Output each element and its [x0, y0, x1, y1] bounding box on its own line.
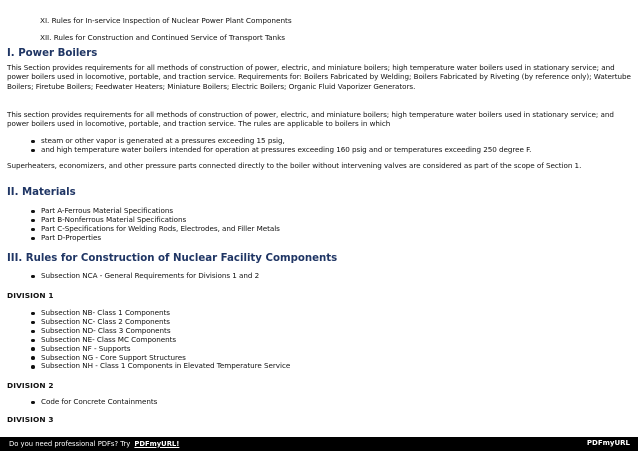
list-item: Subsection NB- Class 1 Components — [30, 309, 290, 318]
division-1-bullet-list — [30, 309, 290, 371]
materials-bullet-list — [30, 207, 280, 243]
toc-item-xii: XII. Rules for Construction and Continued Service of Transport Tanks — [40, 33, 286, 42]
list-item: Subsection NF - Supports — [30, 345, 290, 354]
list-item: Subsection NC- Class 2 Components — [30, 318, 290, 327]
power-boilers-paragraph-3: Superheaters, economizers, and other pressure parts connected directly to the boiler without intervening valves are considered as part of the scope of Section 1. — [7, 161, 582, 170]
power-boilers-paragraph-2: This section provides requirements for all methods of construction of power, electric, and miniature boilers; high temperature water boilers used in stationary service; and power boilers used in locomotive, portable, and traction service. The rules are applicable to boilers in which — [7, 110, 614, 129]
division-2-bullet-list — [30, 398, 157, 407]
power-boilers-bullet-list — [30, 137, 531, 155]
list-item: Part B-Nonferrous Material Specifications — [30, 216, 280, 225]
list-item: Subsection NE- Class MC Components — [30, 336, 290, 345]
power-boilers-paragraph-1: This Section provides requirements for all methods of construction of power, electric, and miniature boilers; high temperature water boilers used in stationary service; and power boilers used in locomotive, portable, and traction service. Requirements for: Boilers Fabricated by Welding; Boilers Fabricated by Riveting (by reference only); Watertube Boilers; Firetube Boilers; Feedwater Heaters; Miniature Boilers; Electric Boilers; Organic Fluid Vaporizer Generators. — [7, 63, 631, 91]
footer-link[interactable]: PDFmyURL! — [134, 439, 180, 448]
heading-power-boilers: I. Power Boilers — [7, 48, 98, 59]
pdfmyurl-logo[interactable]: PDFmyURL — [586, 439, 630, 447]
nuclear-intro-bullet-list — [30, 272, 259, 281]
footer-prompt-text: Do you need professional PDFs? Try — [9, 439, 131, 448]
list-item: Subsection NG - Core Support Structures — [30, 354, 290, 363]
list-item: Part A-Ferrous Material Specifications — [30, 207, 280, 216]
toc-item-xi: XI. Rules for In-service Inspection of Nuclear Power Plant Components — [40, 16, 292, 25]
list-item: Subsection NCA - General Requirements for Divisions 1 and 2 — [30, 272, 259, 281]
list-item: steam or other vapor is generated at a pressures exceeding 15 psig, — [30, 137, 531, 146]
list-item: Part D-Properties — [30, 234, 280, 243]
pdf-footer-bar — [0, 437, 638, 451]
footer-prompt — [9, 440, 179, 448]
division-2-label: DIVISION 2 — [7, 381, 54, 390]
division-3-label: DIVISION 3 — [7, 415, 54, 424]
list-item: and high temperature water boilers intended for operation at pressures exceeding 160 psig and or temperatures exceeding 250 degree F. — [30, 146, 531, 155]
list-item: Part C-Specifications for Welding Rods, Electrodes, and Filler Metals — [30, 225, 280, 234]
list-item: Code for Concrete Containments — [30, 398, 157, 407]
division-1-label: DIVISION 1 — [7, 291, 54, 300]
list-item: Subsection ND- Class 3 Components — [30, 327, 290, 336]
heading-materials: II. Materials — [7, 187, 76, 198]
list-item: Subsection NH - Class 1 Components in Elevated Temperature Service — [30, 362, 290, 371]
heading-nuclear-components: III. Rules for Construction of Nuclear Facility Components — [7, 253, 338, 264]
